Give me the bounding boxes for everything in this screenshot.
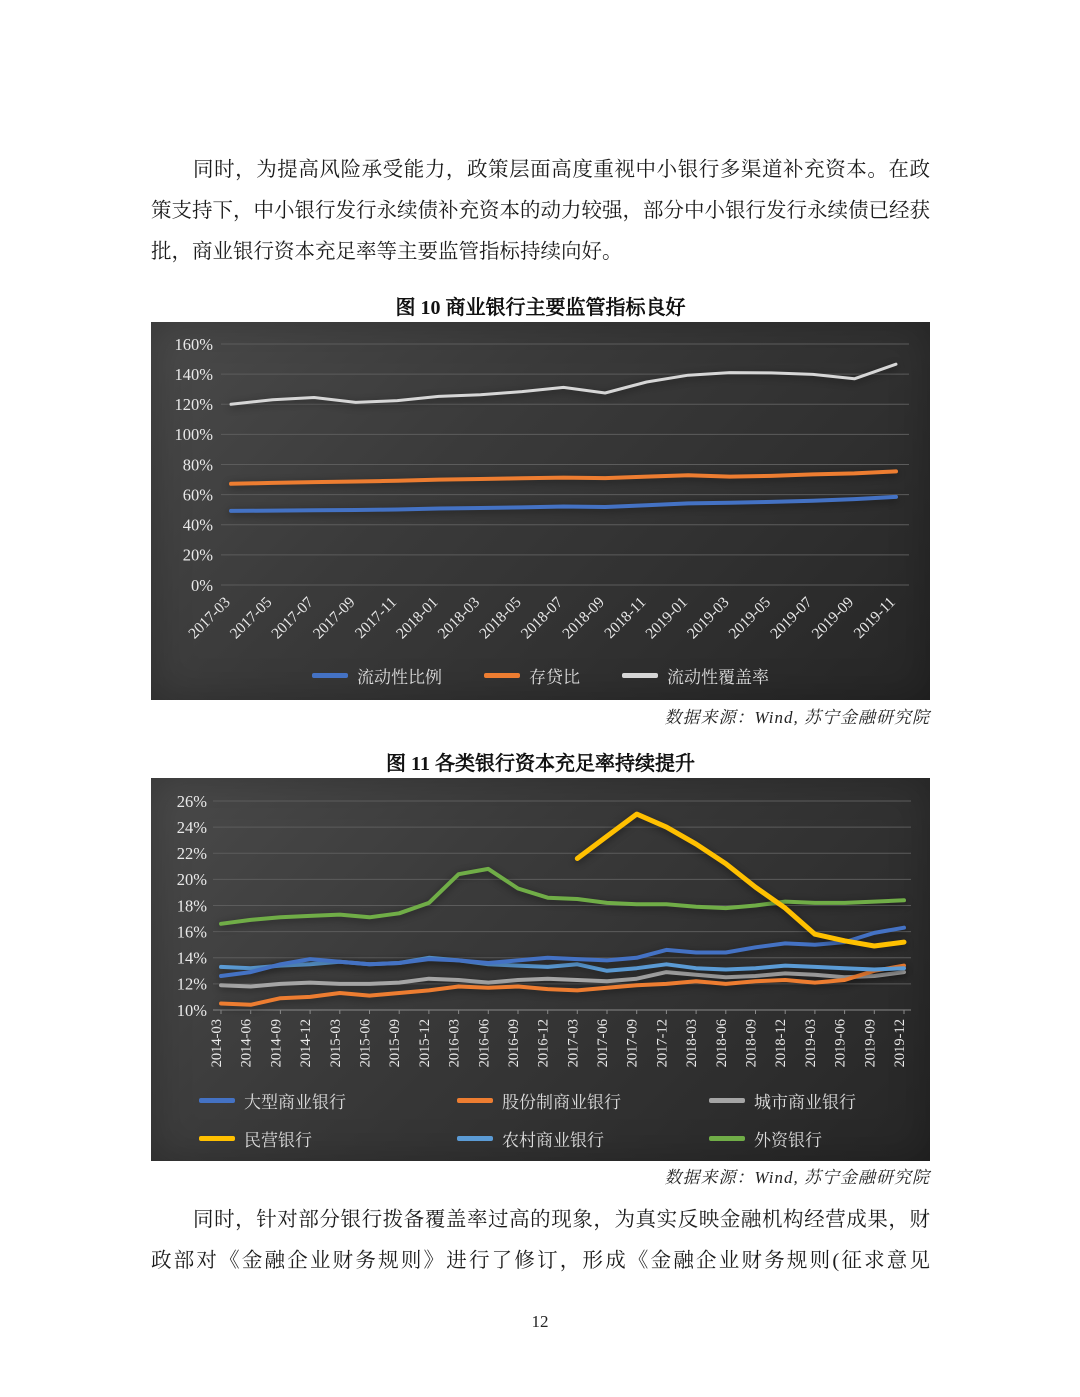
x-axis-tick-label: 2017-09 (309, 593, 359, 643)
x-axis-tick-label: 2019-06 (832, 1019, 849, 1068)
x-axis-tick-label: 2014-09 (268, 1019, 285, 1068)
x-axis-tick-label: 2014-03 (209, 1019, 225, 1068)
series-line (221, 869, 904, 924)
legend-label: 流动性比例 (357, 668, 442, 687)
x-axis-tick-label: 2019-09 (862, 1019, 879, 1068)
legend-label: 大型商业银行 (244, 1093, 346, 1112)
y-axis-tick-label: 40% (182, 515, 213, 535)
x-axis-tick-label: 2016-12 (535, 1019, 552, 1068)
figure10-chart-canvas (151, 322, 930, 700)
series-line (577, 814, 904, 946)
y-axis-tick-label: 120% (174, 395, 213, 414)
legend-label: 存贷比 (529, 668, 580, 687)
y-axis-tick-label: 12% (176, 974, 207, 994)
legend-swatch (199, 1136, 235, 1141)
x-axis-tick-label: 2018-09 (743, 1019, 760, 1068)
x-axis-tick-label: 2014-06 (238, 1019, 255, 1068)
x-axis-tick-label: 2017-06 (595, 1019, 611, 1068)
legend-item (199, 1126, 457, 1151)
x-axis-tick-label: 2018-12 (773, 1019, 790, 1068)
figure10-legend (151, 663, 930, 688)
y-axis-tick-label: 160% (174, 334, 213, 354)
body-paragraph-top: 同时，为提高风险承受能力，政策层面高度重视中小银行多渠道补充资本。在政策支持下，中小银行发行永续债补充资本的动力较强，部分中小银行发行永续债已经获批，商业银行资本充足率等主要监管指标持续向好。 (151, 159, 930, 263)
x-axis-tick-label: 2016-03 (446, 1019, 463, 1068)
x-axis-tick-label: 2018-09 (559, 593, 608, 643)
y-axis-tick-label: 18% (176, 896, 207, 916)
figure11-chart-area (151, 778, 930, 1161)
y-axis-tick-label: 20% (182, 545, 213, 565)
y-axis-tick-label: 20% (176, 870, 207, 890)
legend-swatch (709, 1136, 745, 1141)
x-axis-tick-label: 2015-03 (327, 1019, 344, 1068)
body-paragraph-bottom: 同时，针对部分银行拨备覆盖率过高的现象，为真实反映金融机构经营成果，财政部对《金融企业财务规则》进行了修订，形成《金融企业财务规则(征求意见 (151, 1209, 930, 1272)
legend-item (457, 1088, 709, 1113)
y-axis-tick-label: 10% (176, 1000, 207, 1020)
x-axis-tick-label: 2019-07 (767, 593, 816, 643)
series-line (231, 471, 896, 483)
y-axis-tick-label: 14% (176, 948, 207, 968)
x-axis-tick-label: 2018-06 (713, 1019, 730, 1068)
legend-swatch (457, 1098, 493, 1103)
x-axis-tick-label: 2017-07 (268, 593, 317, 643)
figure11-title: 图 11 各类银行资本充足率持续提升 (386, 753, 695, 775)
y-axis-tick-label: 80% (182, 455, 213, 475)
x-axis-tick-label: 2017-09 (624, 1019, 641, 1068)
y-axis-tick-label: 100% (174, 425, 213, 445)
x-axis-tick-label: 2019-09 (808, 593, 858, 643)
x-axis-tick-label: 2018-11 (601, 593, 650, 642)
legend-swatch (457, 1136, 493, 1141)
series-line (221, 928, 904, 976)
figure10-source: 数据来源：Wind, 苏宁金融研究院 (664, 708, 930, 727)
legend-swatch (312, 673, 348, 678)
series-line (231, 497, 896, 511)
x-axis-tick-label: 2018-03 (434, 593, 484, 643)
y-axis-tick-label: 0% (191, 575, 213, 595)
x-axis-tick-label: 2015-06 (357, 1019, 374, 1068)
legend-label: 城市商业银行 (754, 1093, 856, 1112)
y-axis-tick-label: 24% (176, 817, 207, 837)
x-axis-tick-label: 2016-09 (506, 1019, 522, 1068)
x-axis-tick-label: 2019-12 (892, 1019, 908, 1068)
y-axis-tick-label: 16% (176, 922, 207, 942)
legend-swatch (484, 673, 520, 678)
series-line (221, 966, 904, 1005)
x-axis-tick-label: 2019-01 (642, 593, 692, 643)
series-line (231, 364, 896, 404)
figure10-title: 图 10 商业银行主要监管指标良好 (395, 297, 686, 319)
page-number: 12 (531, 1312, 549, 1331)
x-axis-tick-label: 2017-11 (351, 593, 401, 642)
x-axis-tick-label: 2017-03 (185, 593, 234, 643)
legend-label: 股份制商业银行 (502, 1093, 621, 1112)
x-axis-tick-label: 2017-12 (654, 1019, 671, 1068)
legend-item (709, 1126, 922, 1151)
x-axis-tick-label: 2015-12 (416, 1019, 433, 1068)
x-axis-tick-label: 2017-03 (565, 1019, 582, 1068)
x-axis-tick-label: 2018-01 (393, 593, 442, 643)
figure11-legend (199, 1088, 922, 1151)
y-axis-tick-label: 22% (176, 844, 207, 863)
x-axis-tick-label: 2019-03 (684, 593, 733, 643)
x-axis-tick-label: 2019-11 (850, 593, 899, 642)
legend-swatch (709, 1098, 745, 1103)
legend-item (199, 1088, 457, 1113)
legend-item (709, 1088, 922, 1113)
legend-item (457, 1126, 709, 1151)
legend-swatch (199, 1098, 235, 1103)
x-axis-tick-label: 2016-06 (476, 1019, 493, 1068)
legend-label: 农村商业银行 (502, 1131, 604, 1150)
x-axis-tick-label: 2018-07 (517, 593, 567, 643)
figure11-source: 数据来源：Wind, 苏宁金融研究院 (664, 1168, 930, 1187)
legend-swatch (622, 673, 658, 678)
x-axis-tick-label: 2017-05 (226, 593, 276, 643)
x-axis-tick-label: 2015-09 (387, 1019, 404, 1068)
legend-label: 民营银行 (244, 1131, 312, 1150)
x-axis-tick-label: 2019-03 (802, 1019, 819, 1068)
y-axis-tick-label: 140% (174, 364, 213, 384)
x-axis-tick-label: 2018-03 (684, 1019, 701, 1068)
legend-item (484, 663, 580, 688)
legend-label: 流动性覆盖率 (667, 668, 769, 687)
y-axis-tick-label: 60% (182, 485, 213, 505)
figure10-chart-area (151, 322, 930, 700)
legend-item (622, 663, 769, 688)
x-axis-tick-label: 2019-05 (725, 593, 775, 643)
y-axis-tick-label: 26% (176, 791, 207, 811)
legend-label: 外资银行 (754, 1131, 822, 1150)
x-axis-tick-label: 2018-05 (476, 593, 525, 643)
x-axis-tick-label: 2014-12 (298, 1019, 315, 1068)
legend-item (312, 663, 442, 688)
